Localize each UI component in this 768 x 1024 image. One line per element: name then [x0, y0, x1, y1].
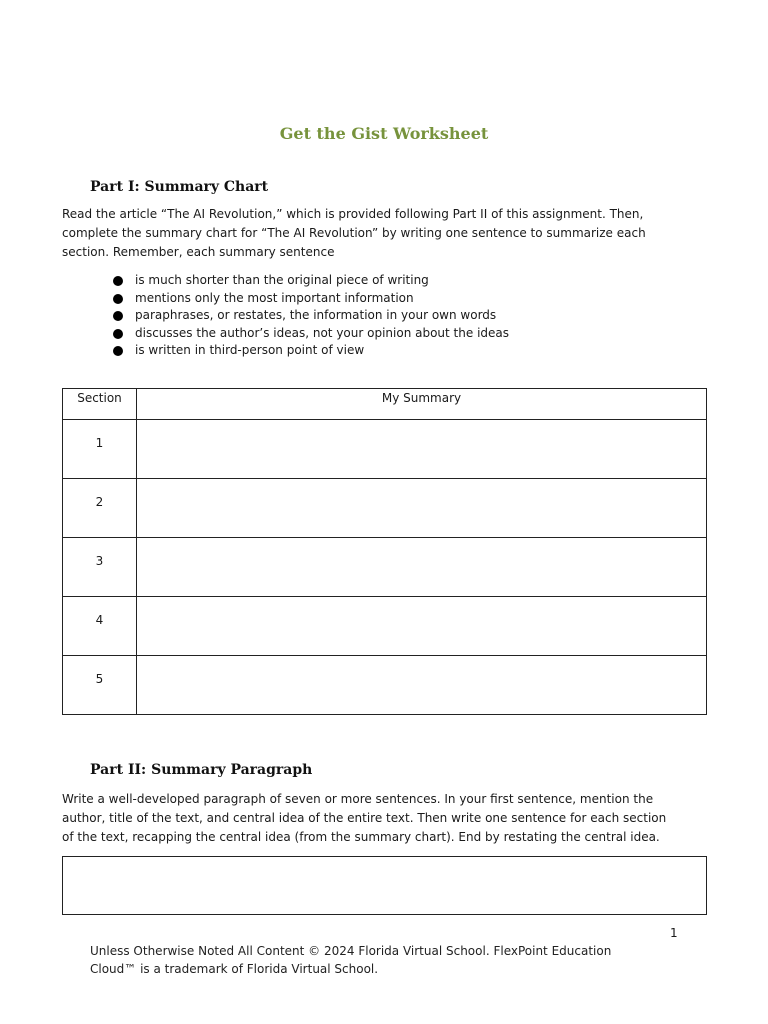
- section-number: 3: [63, 538, 137, 597]
- page-number: 1: [670, 926, 678, 940]
- summary-cell[interactable]: [137, 420, 707, 479]
- list-item: is much shorter than the original piece of writing: [112, 272, 509, 290]
- bullet-icon: [113, 346, 123, 356]
- table-row: [63, 597, 707, 656]
- column-header-my-summary: My Summary: [137, 389, 707, 420]
- list-item: paraphrases, or restates, the information in your own words: [112, 307, 509, 325]
- summary-criteria-list: [112, 272, 509, 360]
- bullet-icon: [113, 311, 123, 321]
- bullet-icon: [113, 276, 123, 286]
- summary-chart-table: [62, 388, 707, 715]
- bullet-icon: [113, 294, 123, 304]
- section-number: 5: [63, 656, 137, 715]
- bullet-icon: [113, 329, 123, 339]
- summary-cell[interactable]: [137, 656, 707, 715]
- column-header-section: Section: [63, 389, 137, 420]
- part1-heading: Part I: Summary Chart: [90, 179, 269, 195]
- worksheet-title: Get the Gist Worksheet: [279, 124, 489, 143]
- section-number: 1: [63, 420, 137, 479]
- part2-heading: Part II: Summary Paragraph: [90, 762, 313, 778]
- section-number: 2: [63, 479, 137, 538]
- summary-cell[interactable]: [137, 538, 707, 597]
- table-row: [63, 479, 707, 538]
- summary-cell[interactable]: [137, 479, 707, 538]
- copyright-footer: Unless Otherwise Noted All Content © 2024 Florida Virtual School. FlexPoint Education Cloud™ is a trademark of Florida Virtual School.: [90, 944, 612, 976]
- part2-instructions: Write a well-developed paragraph of seven or more sentences. In your first sentence, mention the author, title of the text, and central idea of the entire text. Then write one sentence for each section of the text, recapping the central idea (from the summary chart). End by restating the central idea.: [62, 792, 667, 844]
- summary-cell[interactable]: [137, 597, 707, 656]
- list-item: mentions only the most important information: [112, 290, 509, 308]
- table-row: [63, 656, 707, 715]
- table-header-row: [63, 389, 707, 420]
- list-item: discusses the author’s ideas, not your opinion about the ideas: [112, 325, 509, 343]
- section-number: 4: [63, 597, 137, 656]
- table-row: [63, 420, 707, 479]
- table-row: [63, 538, 707, 597]
- part1-instructions: Read the article “The AI Revolution,” which is provided following Part II of this assignment. Then, complete the summary chart for “The AI Revolution” by writing one sentence to summarize each section. Remember, each summary sentence: [62, 207, 646, 259]
- summary-paragraph-box[interactable]: [62, 856, 707, 915]
- list-item: is written in third-person point of view: [112, 342, 509, 360]
